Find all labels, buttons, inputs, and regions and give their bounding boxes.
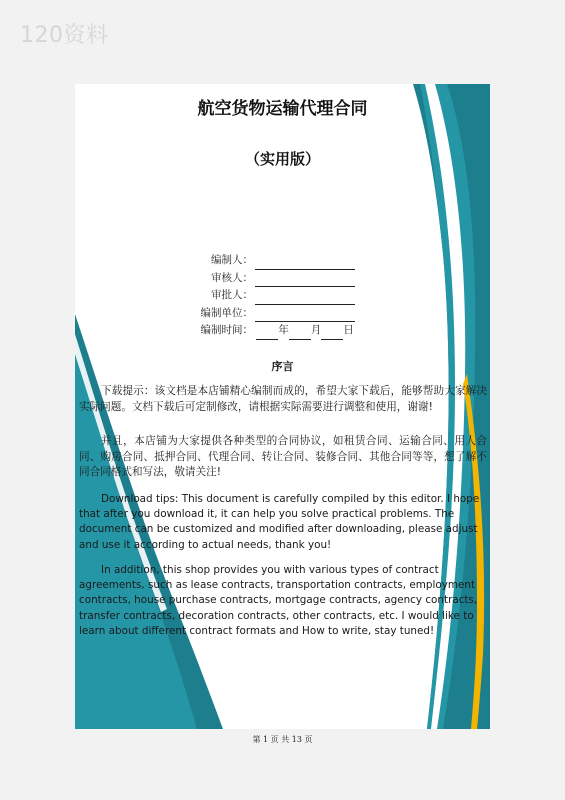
- field-label: 编制时间：: [200, 324, 253, 336]
- field-row-reviewer: [195, 270, 355, 288]
- day-label: 日: [343, 324, 354, 336]
- year-label: 年: [278, 324, 289, 336]
- page-number-footer: 第 1 页 共 13 页: [252, 735, 313, 744]
- document-subtitle: （实用版）: [244, 150, 320, 168]
- field-row-date: [195, 322, 355, 340]
- day-blank: [321, 328, 343, 340]
- field-label: 编制单位：: [200, 306, 253, 319]
- year-blank: [256, 328, 278, 340]
- field-blank: [255, 258, 355, 270]
- preface-heading: 序言: [271, 360, 294, 373]
- field-row-unit: [195, 305, 355, 323]
- document-page: [75, 84, 490, 729]
- field-label: 编制人：: [211, 254, 253, 266]
- date-field: [256, 322, 354, 340]
- month-label: 月: [310, 324, 322, 336]
- field-blank: [255, 293, 355, 305]
- paragraph-en-download-tips: Download tips: This document is carefully compiled by this editor. I hope that after you download it, it can help you solve practical problems. The document can be customized and modified after downloading, please adjust and use it according to actual needs, thank you!: [79, 493, 480, 551]
- paragraph-cn-shop-offer: 并且，本店铺为大家提供各种类型的合同协议，如租赁合同、运输合同、用人合同、购房合同、抵押合同、代理合同、转让合同、装修合同、其他合同等等，想了解不同合同格式和写法，敬请关注!: [79, 435, 487, 478]
- signature-fields: [195, 252, 355, 340]
- paragraph-en-shop-offer: In addition, this shop provides you with various types of contract agreements, such as lease contracts, transportation contracts, employment contracts, house purchase contracts, mortgage contracts, agency contracts, transfer contracts, decoration contracts, other contracts, etc. I would like to learn about different contract formats and How to write, stay tuned!: [79, 564, 478, 637]
- field-row-approver: [195, 287, 355, 305]
- field-label: 审核人：: [211, 271, 253, 284]
- field-blank: [255, 275, 355, 287]
- month-blank: [289, 328, 311, 340]
- paragraph-cn-download-tips: 下载提示：该文档是本店铺精心编制而成的，希望大家下载后，能够帮助大家解决实际问题。文档下载后可定制修改，请根据实际需要进行调整和使用，谢谢!: [79, 385, 487, 413]
- watermark: 120资料: [20, 23, 109, 48]
- field-blank: [255, 310, 355, 322]
- field-row-editor: [195, 252, 355, 270]
- field-label: 审批人：: [211, 289, 253, 301]
- document-title: 航空货物运输代理合同: [197, 99, 368, 119]
